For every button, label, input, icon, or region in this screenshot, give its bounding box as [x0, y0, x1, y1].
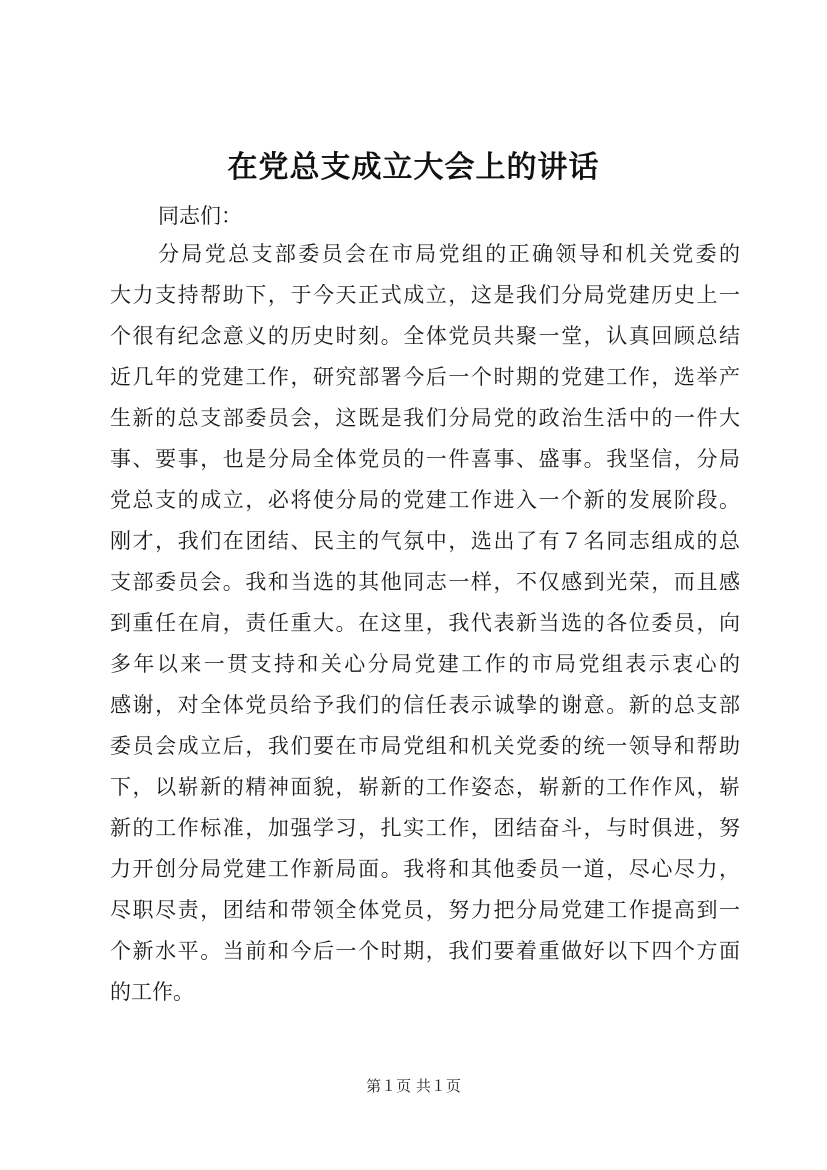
paragraph-line: 党总支的成立，必将使分局的党建工作进入一个新的发展阶段。 [110, 488, 740, 512]
paragraph-line: 个新水平。当前和今后一个时期，我们要着重做好以下四个方面 [110, 939, 740, 963]
paragraph-line: 生新的总支部委员会，这既是我们分局党的政治生活中的一件大 [110, 406, 740, 430]
paragraph-line: 的工作。 [110, 980, 194, 1004]
paragraph-line: 支部委员会。我和当选的其他同志一样，不仅感到光荣，而且感 [110, 570, 740, 594]
page-number-footer: 第１页 共１页 [366, 1077, 461, 1095]
document-title: 在党总支成立大会上的讲话 [227, 150, 600, 185]
paragraph-line: 多年以来一贯支持和关心分局党建工作的市局党组表示衷心的 [110, 652, 740, 676]
paragraph-line: 委员会成立后，我们要在市局党组和机关党委的统一领导和帮助 [110, 734, 740, 758]
paragraph-line: 刚才，我们在团结、民主的气氛中，选出了有７名同志组成的总 [110, 529, 740, 553]
paragraph-line: 到重任在肩，责任重大。在这里，我代表新当选的各位委员，向 [110, 611, 740, 635]
paragraph-line: 尽职尽责，团结和带领全体党员，努力把分局党建工作提高到一 [110, 898, 740, 922]
body-paragraph [110, 234, 740, 1013]
paragraph-line: 感谢，对全体党员给予我们的信任表示诚挚的谢意。新的总支部 [110, 693, 740, 717]
paragraph-line: 分局党总支部委员会在市局党组的正确领导和机关党委的 [158, 242, 740, 266]
paragraph-line: 个很有纪念意义的历史时刻。全体党员共聚一堂，认真回顾总结 [110, 324, 740, 348]
paragraph-line: 力开创分局党建工作新局面。我将和其他委员一道，尽心尽力， [110, 857, 740, 881]
paragraph-line: 近几年的党建工作，研究部署今后一个时期的党建工作，选举产 [110, 365, 740, 389]
paragraph-line: 下，以崭新的精神面貌，崭新的工作姿态，崭新的工作作风，崭 [110, 775, 740, 799]
paragraph-line: 新的工作标准，加强学习，扎实工作，团结奋斗，与时俱进，努 [110, 816, 740, 840]
paragraph-line: 事、要事，也是分局全体党员的一件喜事、盛事。我坚信，分局 [110, 447, 740, 471]
paragraph-line: 大力支持帮助下，于今天正式成立，这是我们分局党建历史上一 [110, 283, 740, 307]
salutation: 同志们： [158, 204, 242, 228]
